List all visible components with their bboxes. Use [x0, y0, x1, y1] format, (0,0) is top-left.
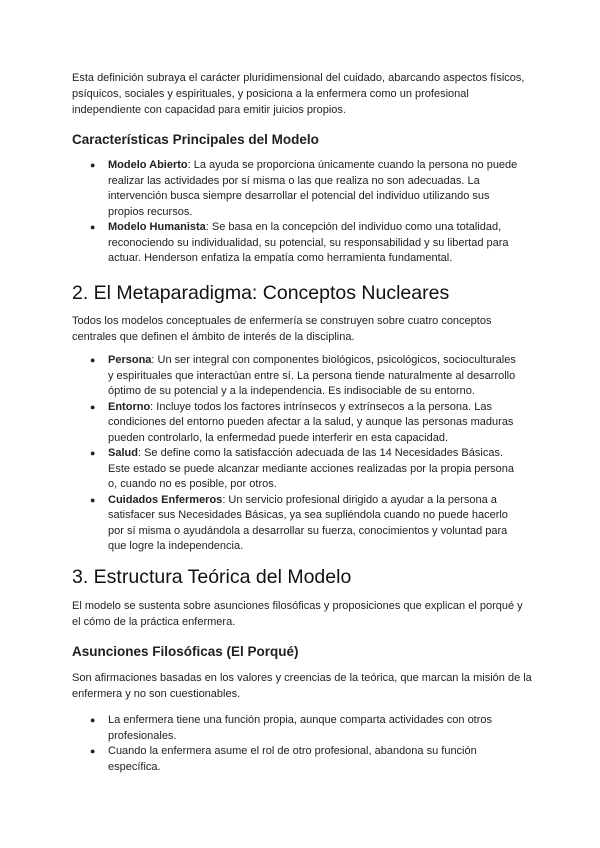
intro-paragraph: Esta definición subraya el carácter pluridimensional del cuidado, abarcando aspectos físicos, psíquicos, sociales y espirituales, y posiciona a la enfermera como un profesional independiente con capacidad para emitir juicios propios.: [72, 72, 525, 116]
item-term: Cuidados Enfermeros: [108, 493, 223, 506]
item-text: La enfermera tiene una función propia, aunque comparta actividades con otros profesionales.: [108, 714, 493, 742]
caracteristicas-heading: Características Principales del Modelo: [72, 132, 319, 147]
bullet-icon: ●: [90, 448, 96, 458]
item-term: Persona: [108, 354, 152, 366]
item-text: : Se define como la satisfacción adecuada de las 14 Necesidades Básicas. Este estado se puede alcanzar mediante acciones realizadas por la propia persona o, cuando no es posible, por otros.: [108, 447, 515, 490]
list-item: [90, 158, 520, 220]
bullet-icon: ●: [90, 494, 96, 505]
caracteristicas-list: [90, 158, 520, 267]
item-text: : Un servicio profesional dirigido a ayudar a la persona a satisfacer sus Necesidades Básicas, ya sea supliéndola cuando no puede hacerlo por sí misma o ayudándola a desarrollar su fuerza, conocimientos y voluntad para que logre la independencia.: [108, 493, 508, 552]
estructura-intro: El modelo se sustenta sobre asunciones filosóficas y proposiciones que explican el porqué y el cómo de la práctica enfermera.: [72, 600, 523, 628]
bullet-icon: ●: [90, 401, 96, 412]
item-text: : La ayuda se proporciona únicamente cuando la persona no puede realizar las actividades por sí misma o las que realiza no son adecuadas. La intervención busca siempre desarrollar el potencial del individuo utilizando sus propios recursos.: [108, 159, 518, 218]
list-item: [90, 744, 520, 775]
list-item: [90, 713, 520, 744]
item-term: Salud: [108, 447, 138, 459]
item-text: : Se basa en la concepción del individuo como una totalidad, reconociendo su individualidad, su potencial, su responsabilidad y su libertad para actuar. Henderson enfatiza la empatía como herramienta fundamental.: [108, 221, 509, 264]
item-term: Modelo Humanista: [108, 221, 206, 233]
asunciones-list: [90, 713, 520, 775]
bullet-icon: ●: [90, 715, 96, 725]
bullet-icon: ●: [90, 355, 96, 365]
list-item: [90, 400, 520, 447]
asunciones-intro: Son afirmaciones basadas en los valores y creencias de la teórica, que marcan la misión de la enfermera y no son cuestionables.: [72, 672, 532, 700]
bullet-icon: ●: [90, 222, 96, 232]
list-item: [90, 446, 520, 493]
bullet-icon: ●: [90, 160, 96, 170]
item-term: Entorno: [108, 400, 151, 413]
metaparadigma-list: [90, 353, 520, 555]
metaparadigma-intro: Todos los modelos conceptuales de enfermería se construyen sobre cuatro conceptos centrales que definen el ámbito de interés de la disciplina.: [72, 315, 492, 343]
metaparadigma-heading: 2. El Metaparadigma: Conceptos Nucleares: [72, 282, 450, 304]
item-text: : Incluye todos los factores intrínsecos y extrínsecos a la persona. Las condiciones del entorno pueden afectar a la salud, y aunque las personas maduras pueden controlarlo, la enfermedad puede interferir en esta capacidad.: [108, 400, 514, 444]
list-item: [90, 220, 520, 267]
item-text: : Un ser integral con componentes biológicos, psicológicos, socioculturales y espirituales que interactúan entre sí. La persona tiende naturalmente al desarrollo óptimo de su potencial y a la independencia. Es indisociable de su entorno.: [108, 354, 516, 397]
list-item: [90, 353, 520, 400]
item-text: Cuando la enfermera asume el rol de otro profesional, abandona su función específica.: [108, 745, 477, 773]
list-item: [90, 493, 520, 555]
bullet-icon: ●: [90, 746, 96, 756]
item-term: Modelo Abierto: [108, 159, 188, 171]
asunciones-heading: Asunciones Filosóficas (El Porqué): [72, 644, 299, 659]
estructura-heading: 3. Estructura Teórica del Modelo: [72, 566, 352, 588]
